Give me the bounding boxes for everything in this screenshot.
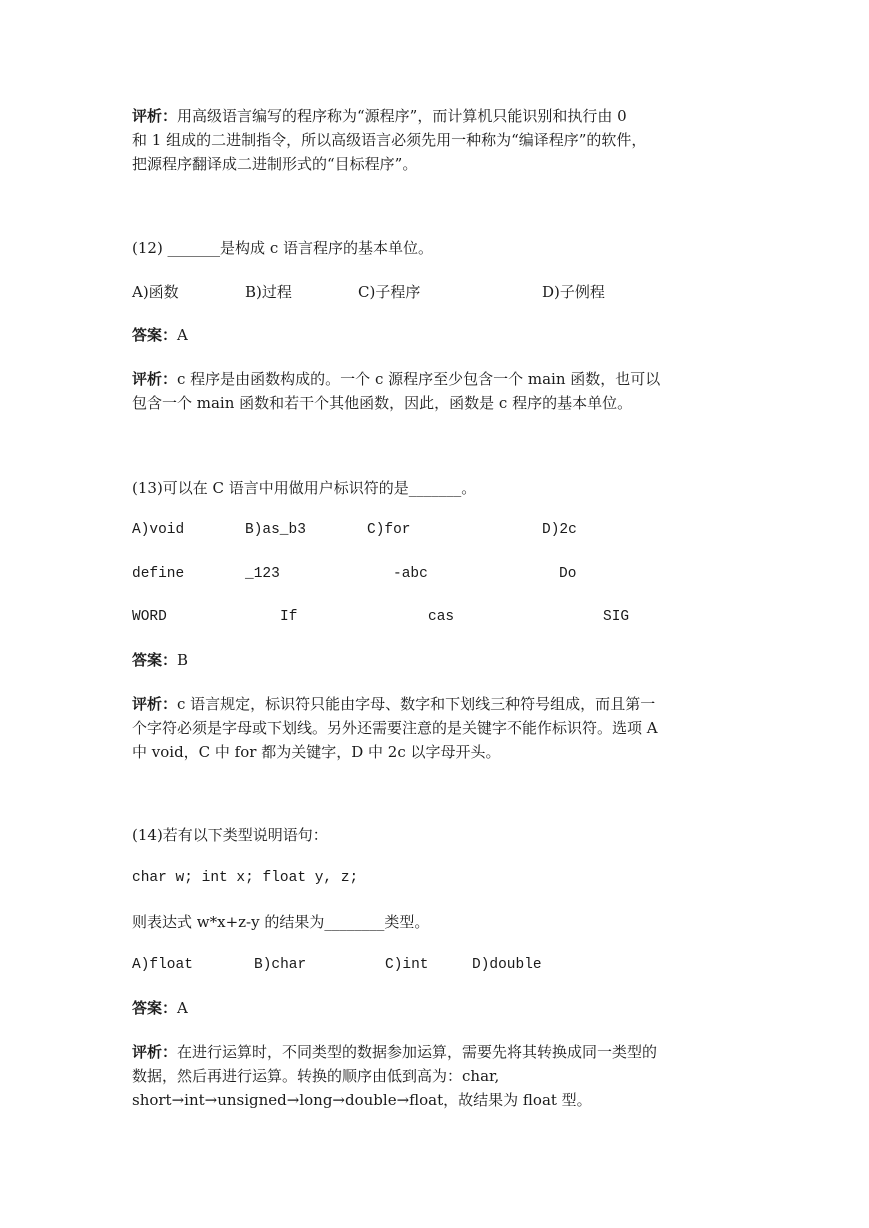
q13-option-c-2: -abc (393, 566, 428, 582)
answer-value: A (177, 999, 188, 1017)
q13-answer (132, 650, 188, 670)
q13-analysis-line-2: 个字符必须是字母或下划线。另外还需要注意的是关键字不能作标识符。选项 A (132, 719, 658, 737)
q13-option-c: C)for (367, 522, 411, 538)
question-14-stem: (14)若有以下类型说明语句： (132, 826, 328, 844)
analysis-11-line-1 (132, 106, 627, 126)
q12-option-d: D)子例程 (542, 283, 605, 301)
q14-analysis-line-1 (132, 1042, 657, 1062)
analysis-text: c 程序是由函数构成的。一个 c 源程序至少包含一个 main 函数，也可以 (177, 370, 661, 388)
q13-option-b-2: _123 (245, 566, 280, 582)
q12-analysis-line-1 (132, 369, 660, 389)
q13-option-a-3: WORD (132, 609, 167, 625)
q14-analysis-line-3: short→int→unsigned→long→double→float，故结果为 float 型。 (132, 1091, 592, 1109)
q14-option-d: D)double (472, 957, 542, 973)
q13-option-a: A)void (132, 522, 185, 538)
analysis-label: 评析： (132, 695, 178, 713)
q13-option-d: D)2c (542, 522, 577, 538)
analysis-11-line-3: 把源程序翻译成二进制形式的“目标程序”。 (132, 155, 418, 173)
q14-option-a: A)float (132, 957, 193, 973)
analysis-text: c 语言规定，标识符只能由字母、数字和下划线三种符号组成，而且第一 (177, 695, 656, 713)
analysis-text: 在进行运算时，不同类型的数据参加运算，需要先将其转换成同一类型的 (177, 1043, 658, 1061)
analysis-label: 评析： (132, 1043, 178, 1061)
q12-answer (132, 325, 188, 345)
answer-value: A (177, 326, 188, 344)
analysis-11-line-2: 和 1 组成的二进制指令，所以高级语言必须先用一种称为“编译程序”的软件， (132, 131, 647, 149)
q12-option-c: C)子程序 (358, 283, 421, 301)
answer-label: 答案： (132, 651, 178, 669)
q13-option-b-3: If (280, 609, 298, 625)
q14-option-c: C)int (385, 957, 429, 973)
q12-analysis-line-2: 包含一个 main 函数和若干个其他函数，因此，函数是 c 程序的基本单位。 (132, 394, 633, 412)
q13-analysis-line-1 (132, 694, 655, 714)
q14-question: 则表达式 w*x+z-y 的结果为________类型。 (132, 913, 430, 931)
question-13-stem: (13)可以在 C 语言中用做用户标识符的是_______。 (132, 479, 477, 497)
q13-option-d-2: Do (559, 566, 577, 582)
analysis-label: 评析： (132, 107, 178, 125)
q13-option-a-2: define (132, 566, 185, 582)
q14-answer (132, 998, 188, 1018)
q13-option-b: B)as_b3 (245, 522, 306, 538)
q13-option-d-3: SIG (603, 609, 630, 625)
question-12-stem: (12) _______是构成 c 语言程序的基本单位。 (132, 239, 433, 257)
q14-analysis-line-2: 数据，然后再进行运算。转换的顺序由低到高为：char, (132, 1067, 500, 1085)
q14-code: char w; int x; float y, z; (132, 870, 359, 886)
q13-analysis-line-3: 中 void，C 中 for 都为关键字，D 中 2c 以字母开头。 (132, 743, 501, 761)
q13-option-c-3: cas (428, 609, 455, 625)
answer-label: 答案： (132, 326, 178, 344)
answer-value: B (177, 651, 189, 669)
analysis-label: 评析： (132, 370, 178, 388)
q12-option-a: A)函数 (132, 283, 179, 301)
q12-option-b: B)过程 (245, 283, 292, 301)
q14-option-b: B)char (254, 957, 307, 973)
analysis-text: 用高级语言编写的程序称为“源程序”，而计算机只能识别和执行由 0 (177, 107, 627, 125)
answer-label: 答案： (132, 999, 178, 1017)
